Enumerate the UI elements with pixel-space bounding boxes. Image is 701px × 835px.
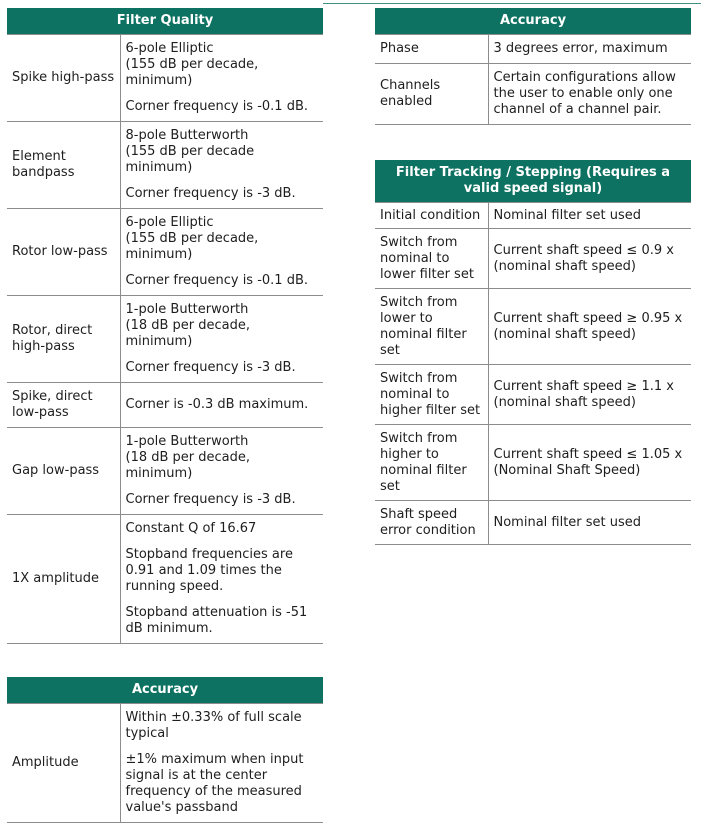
value-line: ±1% maximum when input signal is at the center frequency of the measured value's passband (125, 752, 304, 815)
row-label: Switch from nominal to lower filter set (375, 229, 488, 289)
value-line: 1-pole Butterworth (125, 434, 249, 449)
row-value (120, 515, 323, 644)
row-label: 1X amplitude (7, 515, 120, 644)
filter-tracking-title: Filter Tracking / Stepping (Requires a valid speed signal) (375, 160, 691, 203)
row-value (120, 704, 323, 823)
value-line: minimum) (125, 334, 193, 349)
table-row (7, 515, 323, 644)
value-line: Stopband attenuation is -51 dB minimum. (125, 605, 308, 636)
value-line: Corner is -0.3 dB maximum. (125, 397, 309, 412)
value-line: Within ±0.33% of full scale typical (125, 710, 302, 741)
table-row (7, 383, 323, 428)
row-value: Nominal filter set used (488, 501, 691, 545)
row-label: Spike, direct low-pass (7, 383, 120, 428)
table-row (7, 35, 323, 122)
row-value: Current shaft speed ≤ 0.9 x (nominal shaft speed) (488, 229, 691, 289)
row-value (120, 383, 323, 428)
value-line: minimum) (125, 247, 193, 262)
row-label: Initial condition (375, 203, 488, 229)
value-line: 6-pole Elliptic (125, 41, 214, 56)
row-value: Current shaft speed ≥ 1.1 x (nominal shaft speed) (488, 365, 691, 425)
accuracy-right-title: Accuracy (375, 8, 691, 35)
value-line: minimum) (125, 73, 193, 88)
value-line: minimum) (125, 466, 193, 481)
accuracy-phase-table (375, 8, 691, 125)
value-line: (155 dB per decade, (125, 231, 259, 246)
row-label: Switch from lower to nominal filter set (375, 289, 488, 365)
value-line: Corner frequency is -3 dB. (125, 186, 296, 201)
table-row (7, 704, 323, 823)
row-label: Gap low-pass (7, 428, 120, 515)
row-value: 3 degrees error, maximum (488, 35, 691, 64)
table-row (375, 64, 691, 125)
value-line: (18 dB per decade, (125, 318, 251, 333)
row-value (120, 209, 323, 296)
value-line: (18 dB per decade, (125, 450, 251, 465)
value-line: Corner frequency is -0.1 dB. (125, 273, 309, 288)
value-line: Constant Q of 16.67 (125, 521, 257, 536)
value-line: Corner frequency is -3 dB. (125, 492, 296, 507)
value-line: 1-pole Butterworth (125, 302, 249, 317)
top-rule (323, 3, 701, 4)
filter-quality-title: Filter Quality (7, 8, 323, 35)
row-label: Channels enabled (375, 64, 488, 125)
row-value: Certain configurations allow the user to enable only one channel of a channel pair. (488, 64, 691, 125)
value-line: 8-pole Butterworth (125, 128, 249, 143)
accuracy-amplitude-table (7, 677, 323, 823)
table-row (375, 229, 691, 289)
value-line: (155 dB per decade (125, 144, 255, 159)
row-value (120, 428, 323, 515)
row-value: Current shaft speed ≥ 0.95 x (nominal shaft speed) (488, 289, 691, 365)
row-value (120, 296, 323, 383)
table-row (7, 428, 323, 515)
table-row (7, 296, 323, 383)
table-row (375, 35, 691, 64)
row-label: Amplitude (7, 704, 120, 823)
value-line: minimum) (125, 160, 193, 175)
value-line: (155 dB per decade, (125, 57, 259, 72)
filter-quality-table (7, 8, 323, 644)
row-value (120, 35, 323, 122)
row-label: Phase (375, 35, 488, 64)
value-line: Corner frequency is -0.1 dB. (125, 99, 309, 114)
row-label: Switch from higher to nominal filter set (375, 425, 488, 501)
table-row (375, 365, 691, 425)
value-line: Corner frequency is -3 dB. (125, 360, 296, 375)
table-row (7, 209, 323, 296)
table-row (7, 122, 323, 209)
row-value: Current shaft speed ≤ 1.05 x (Nominal Shaft Speed) (488, 425, 691, 501)
table-row (375, 289, 691, 365)
table-row (375, 203, 691, 229)
row-value (120, 122, 323, 209)
table-row (375, 425, 691, 501)
accuracy-left-title: Accuracy (7, 677, 323, 704)
row-label: Shaft speed error condition (375, 501, 488, 545)
table-row (375, 501, 691, 545)
row-label: Element bandpass (7, 122, 120, 209)
value-line: Stopband frequencies are 0.91 and 1.09 times the running speed. (125, 547, 293, 594)
row-label: Rotor low-pass (7, 209, 120, 296)
filter-tracking-table (375, 160, 691, 545)
value-line: 6-pole Elliptic (125, 215, 214, 230)
row-label: Switch from nominal to higher filter set (375, 365, 488, 425)
row-label: Rotor, direct high-pass (7, 296, 120, 383)
row-value: Nominal filter set used (488, 203, 691, 229)
row-label: Spike high-pass (7, 35, 120, 122)
